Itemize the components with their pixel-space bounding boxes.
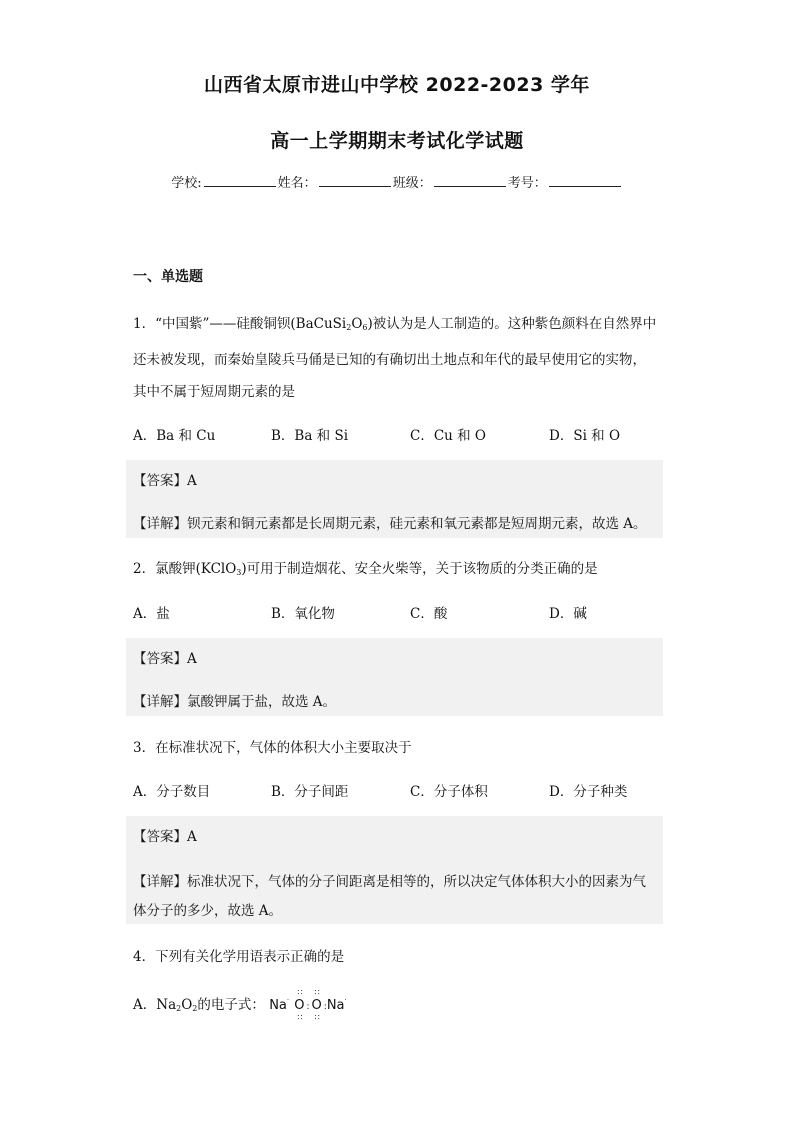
q3-option-b[interactable]: B．分子间距 xyxy=(271,784,349,800)
q1-answer: 【答案】A xyxy=(133,473,197,489)
q2-stem-part: )可用于制造烟花、安全火柴等，关于该物质的分类正确的是 xyxy=(241,561,598,577)
name-label: 姓名： xyxy=(277,176,317,191)
q1-stem-part: O xyxy=(351,316,363,332)
electron-dots-icon: ∷ xyxy=(314,1013,319,1022)
exam-title-line2: 高一上学期期末考试化学试题 xyxy=(270,130,524,152)
electron-dots-icon: ∷ xyxy=(297,1013,302,1022)
electron-formula xyxy=(269,988,346,1022)
q1-subscript: 2 xyxy=(346,323,352,332)
q2-option-b[interactable]: B．氧化物 xyxy=(271,606,335,622)
q4-option-a-text: 的电子式： xyxy=(197,997,265,1013)
q1-option-a[interactable]: A．Ba 和 Cu xyxy=(133,428,216,444)
section-title: 一、单选题 xyxy=(133,269,203,285)
school-blank[interactable] xyxy=(204,174,276,187)
q1-stem-line2: 还未被发现，而秦始皇陵兵马俑是已知的有确切出土地点和年代的最早使用它的实物， xyxy=(133,352,646,368)
lewis-o-symbol: O xyxy=(294,998,305,1013)
name-blank[interactable] xyxy=(319,174,391,187)
q2-option-a[interactable]: A．盐 xyxy=(133,606,170,622)
q3-option-d[interactable]: D．分子种类 xyxy=(549,784,628,800)
electron-dots-icon: · xyxy=(344,996,346,1004)
q1-option-b[interactable]: B．Ba 和 Si xyxy=(271,428,349,444)
q2-stem-part: 2．氯酸钾(KClO xyxy=(133,561,237,577)
q3-detail-line2: 体分子的多少，故选 A。 xyxy=(133,903,283,919)
lewis-oxygen-2 xyxy=(311,988,322,1022)
q2-subscript: 3 xyxy=(236,568,242,577)
q2-stem xyxy=(133,557,598,577)
q4-stem: 4．下列有关化学用语表示正确的是 xyxy=(133,949,345,965)
q3-stem: 3．在标准状况下，气体的体积大小主要取决于 xyxy=(133,740,412,756)
exam-no-blank[interactable] xyxy=(549,174,621,187)
class-label: 班级： xyxy=(392,176,432,191)
q4-formula-part: O xyxy=(181,997,193,1013)
lewis-na-left: Na xyxy=(269,998,287,1013)
q1-stem-line3: 其中不属于短周期元素的是 xyxy=(133,384,295,400)
electron-dots-icon: · xyxy=(286,996,289,1004)
q2-answer: 【答案】A xyxy=(133,651,197,667)
student-info-row xyxy=(0,172,794,191)
lewis-oxygen-1 xyxy=(294,988,305,1022)
q1-stem-line1 xyxy=(133,312,656,332)
q4-formula-part: Na xyxy=(156,997,177,1013)
q4-subscript: 2 xyxy=(192,1004,198,1013)
q2-option-c[interactable]: C．酸 xyxy=(410,606,448,622)
class-blank[interactable] xyxy=(434,174,506,187)
q2-detail: 【详解】氯酸钾属于盐，故选 A。 xyxy=(133,694,337,710)
q4-subscript: 2 xyxy=(176,1004,182,1013)
lewis-na-right: Na xyxy=(326,998,345,1013)
q1-option-c[interactable]: C．Cu 和 O xyxy=(410,428,487,444)
electron-dots-icon: ∷ xyxy=(297,988,302,997)
electron-dots-icon: ∷ xyxy=(314,988,319,997)
electron-dots-icon: : xyxy=(306,1002,310,1012)
q4-option-a-label: A． xyxy=(133,997,157,1013)
q1-subscript: 6 xyxy=(362,323,368,332)
exam-no-label: 考号： xyxy=(507,176,547,191)
q3-option-a[interactable]: A．分子数目 xyxy=(133,784,211,800)
lewis-o-symbol: O xyxy=(311,998,322,1013)
q1-detail: 【详解】钡元素和铜元素都是长周期元素，硅元素和氧元素都是短周期元素，故选 A。 xyxy=(133,516,647,532)
q3-answer: 【答案】A xyxy=(133,829,197,845)
q4-option-a[interactable] xyxy=(133,988,346,1022)
exam-title-line1: 山西省太原市进山中学校 2022-2023 学年 xyxy=(204,74,590,96)
q1-stem-part: )被认为是人工制造的。这种紫色颜料在自然界中 xyxy=(367,316,657,332)
electron-dots-icon: : xyxy=(323,1002,327,1012)
school-label: 学校: xyxy=(171,176,202,191)
q3-detail-line1: 【详解】标准状况下，气体的分子间距离是相等的，所以决定气体体积大小的因素为气 xyxy=(133,874,646,890)
q1-stem-part: 1．“中国紫”——硅酸铜钡(BaCuSi xyxy=(133,316,347,332)
q2-option-d[interactable]: D．碱 xyxy=(549,606,587,622)
q3-option-c[interactable]: C．分子体积 xyxy=(410,784,488,800)
q1-option-d[interactable]: D．Si 和 O xyxy=(549,428,621,444)
